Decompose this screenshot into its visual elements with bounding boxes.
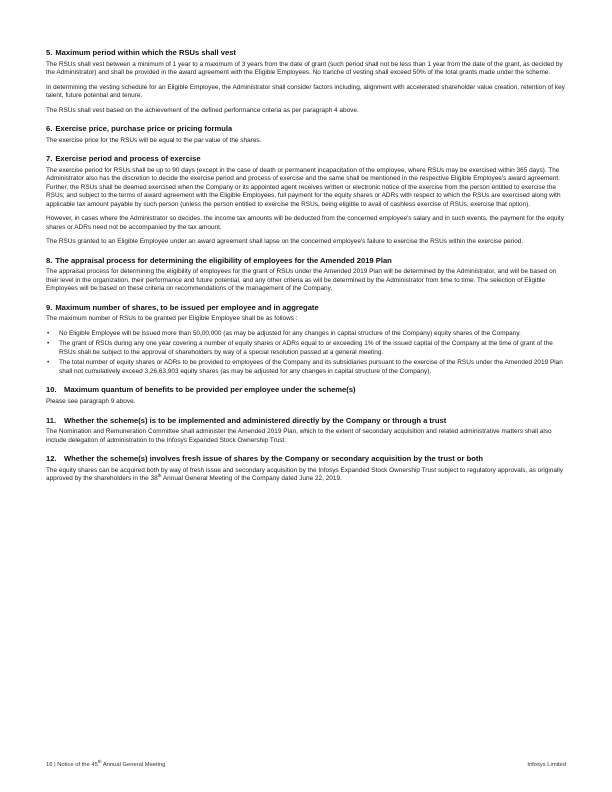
- footer-title-end: Annual General Meeting: [101, 762, 166, 768]
- footer-company: Infosys Limited: [527, 762, 566, 768]
- paragraph: The RSUs granted to an Eligible Employee under an award agreement shall lapse on the concerned employee's failure to exercise the RSUs within the exercise period.: [46, 238, 524, 246]
- bullet-item: [46, 340, 566, 357]
- section-number: 12.: [46, 454, 57, 464]
- section-heading: [46, 256, 566, 266]
- section-number: 7.: [46, 154, 53, 164]
- paragraph-text-end: Annual General Meeting of the Company dated June 22, 2019.: [161, 475, 342, 483]
- section-6: [46, 124, 566, 145]
- bullet-item: [46, 359, 566, 376]
- footer-title: Notice of the 45: [57, 762, 98, 768]
- section-5: [46, 48, 566, 115]
- page-footer: [46, 759, 566, 768]
- paragraph: The RSUs shall vest based on the achievement of the defined performance criteria as per paragraph 4 above.: [46, 106, 359, 114]
- paragraph-with-superscript: [46, 467, 566, 484]
- section-number: 8.: [46, 255, 53, 265]
- footer-page-number: 16: [46, 762, 53, 768]
- paragraph: The exercise period for RSUs shall be up to 90 days (except in the case of death or permanent incapacitation of the employee, where RSUs may be exercised within 365 days). The Administrator also has the discretion to decide the exercise period and process of exercise and the same shall be mentioned in the respective Eligible Employee's award agreement. Further, the RSUs shall be deemed exercised when the Company or its appointed agent receives written or electronic notice of the exercise from the person entitled to exercise the RSUs; and subject to the terms of award agreement with the Eligible Employees, full payment for the equity shares or ADRs with respect to which the RSUs are exercised along with applicable tax amount payable by such person (unless the person entitled to exercise the RSUs, being eligible to avail of cashless exercise of RSUs, exercise that option).: [46, 166, 561, 208]
- section-number: 10.: [46, 385, 57, 395]
- bullet-item: [46, 330, 566, 339]
- section-title: Maximum number of shares, to be issued per employee and in aggregate: [55, 302, 319, 312]
- ordinal-suffix: th: [157, 473, 162, 479]
- section-title: Maximum period within which the RSUs shall vest: [55, 48, 236, 57]
- section-number: 11.: [46, 415, 57, 425]
- section-7: [46, 154, 566, 247]
- footer-title-sup: th: [97, 759, 102, 765]
- section-10: [46, 385, 566, 406]
- bullet-dot-icon: •: [47, 340, 50, 348]
- paragraph: The appraisal process for determining the eligibility of employees for the grant of RSUs under the Amended 2019 Plan will be determined by the Administrator, and will be based on their level in the organization, their performance and future potential, and any other criteria as will be determined by the Administrator from time to time. The selection of Eligible Employees will be based on these criteria on recommendations of the management of the Company.: [46, 268, 557, 293]
- document-body: [46, 48, 566, 493]
- paragraph: The exercise price for the RSUs will be equal to the par value of the shares.: [46, 136, 262, 144]
- section-heading: [46, 48, 566, 58]
- section-heading: [46, 385, 566, 395]
- bullet-dot-icon: •: [47, 359, 50, 367]
- section-title: The appraisal process for determining the eligibility of employees for the Amended 2019 Plan: [55, 255, 392, 265]
- section-12: [46, 454, 566, 484]
- paragraph: However, in cases where the Administrator so decides, the income tax amounts will be deducted from the concerned employee's salary and in such events, the payment for the equity shares or ADRs need not be accompanied by the tax amount.: [46, 215, 564, 231]
- section-11: [46, 416, 566, 446]
- section-heading: [46, 416, 566, 426]
- section-number: 5.: [46, 48, 53, 57]
- bullet-dot-icon: •: [47, 329, 50, 337]
- section-heading: [46, 154, 566, 164]
- paragraph: Please see paragraph 9 above.: [46, 398, 136, 406]
- section-title: Exercise period and process of exercise: [55, 154, 201, 164]
- section-heading: [46, 454, 566, 464]
- section-heading: [46, 303, 566, 313]
- paragraph: The Nomination and Remuneration Committee shall administer the Amended 2019 Plan, which to the extent of secondary acquisition and related administrative matters shall also include delegation of administration to the Infosys Expanded Stock Ownership Trust.: [46, 428, 552, 444]
- bullet-text: The total number of equity shares or ADRs to be provided to employees of the Company and its subsidiaries pursuant to the exercise of the RSUs under the Amended 2019 Plan shall not cumulatively exceed 3,26,63,903 equity shares (as may be adjusted for any changes in capital structure of the Company).: [59, 359, 563, 375]
- section-8: [46, 256, 566, 294]
- footer-separator: |: [52, 762, 58, 768]
- section-number: 9.: [46, 302, 53, 312]
- bullet-text: No Eligible Employee will be issued more than 50,00,000 (as may be adjusted for any changes in capital structure of the Company) equity shares of the Company.: [59, 329, 521, 337]
- section-heading: [46, 124, 566, 134]
- section-title: Maximum quantum of benefits to be provided per employee under the scheme(s): [64, 385, 356, 395]
- footer-left: [46, 759, 166, 768]
- paragraph: In determining the vesting schedule for an Eligible Employee, the Administrator shall consider factors including, alignment with accelerated shareholder value creation, retention of key talent, future potential and tenure.: [46, 83, 565, 100]
- section-9: [46, 303, 566, 377]
- section-title: Whether the scheme(s) involves fresh issue of shares by the Company or secondary acquisition by the trust or both: [64, 454, 484, 464]
- bullet-list: [46, 330, 566, 377]
- section-number: 6.: [46, 124, 53, 134]
- section-title: Whether the scheme(s) is to be implemented and administered directly by the Company or through a trust: [64, 415, 447, 425]
- section-title: Exercise price, purchase price or pricing formula: [55, 124, 233, 134]
- paragraph-text: The equity shares can be acquired both by way of fresh issue and secondary acquisition by the Infosys Expanded Stock Ownership Trust subject to regulatory approvals, as originally approved by the shareholders in the 38: [46, 466, 564, 483]
- paragraph: The RSUs shall vest between a minimum of 1 year to a maximum of 3 years from the date of grant (such period shall not be less than 1 year from the date of the grant, as decided by the Administrator) and shall be provided in the award agreement with the Eligible Employees. No tranche of vesting shall exceed 50% of the total grants made under the scheme.: [46, 60, 563, 77]
- bullet-text: The grant of RSUs during any one year covering a number of equity shares or ADRs equal to or exceeding 1% of the issued capital of the Company at the time of grant of the RSUs shall be subject to the approval of shareholders by way of a special resolution passed at a general meeting.: [59, 340, 553, 356]
- paragraph: The maximum number of RSUs to be granted per Eligible Employee shall be as follows :: [46, 315, 298, 323]
